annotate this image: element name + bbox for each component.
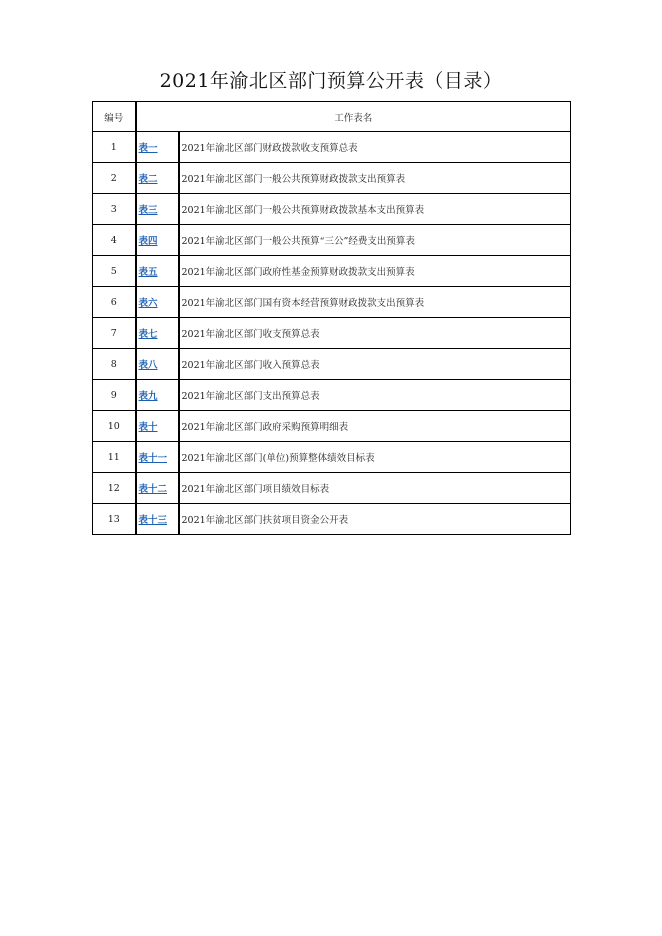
table-row [93,411,571,442]
column-header-sheet-name: 工作表名 [136,102,571,132]
sheet-name: 2021年渝北区部门扶贫项目资金公开表 [179,504,571,535]
table-header-row [93,102,571,132]
sheet-name: 2021年渝北区部门收入预算总表 [179,349,571,380]
sheet-link-cell [136,442,179,473]
table-row [93,256,571,287]
sheet-link[interactable]: 表十二 [138,484,168,495]
sheet-link-cell [136,349,179,380]
sheet-name: 2021年渝北区部门支出预算总表 [179,380,571,411]
sheet-link[interactable]: 表七 [138,329,158,340]
table-row [93,473,571,504]
sheet-link[interactable]: 表八 [138,360,158,371]
sheet-link-cell [136,318,179,349]
sheet-link-cell [136,380,179,411]
sheet-link-cell [136,504,179,535]
row-number: 12 [93,473,136,504]
row-number: 4 [93,225,136,256]
table-row [93,163,571,194]
sheet-link[interactable]: 表二 [138,174,158,185]
column-header-number: 编号 [93,102,136,132]
row-number: 13 [93,504,136,535]
table-row [93,504,571,535]
sheet-link[interactable]: 表一 [138,143,158,154]
sheet-link[interactable]: 表四 [138,236,158,247]
sheet-link[interactable]: 表十三 [138,515,168,526]
row-number: 8 [93,349,136,380]
sheet-link-cell [136,473,179,504]
page-title: 2021年渝北区部门预算公开表（目录） [159,70,503,92]
sheet-link-cell [136,194,179,225]
sheet-name: 2021年渝北区部门财政拨款收支预算总表 [179,132,571,163]
sheet-link[interactable]: 表五 [138,267,158,278]
row-number: 1 [93,132,136,163]
sheet-name: 2021年渝北区部门一般公共预算财政拨款基本支出预算表 [179,194,571,225]
sheet-name: 2021年渝北区部门收支预算总表 [179,318,571,349]
row-number: 5 [93,256,136,287]
row-number: 9 [93,380,136,411]
sheet-link-cell [136,411,179,442]
sheet-name: 2021年渝北区部门政府性基金预算财政拨款支出预算表 [179,256,571,287]
table-row [93,194,571,225]
sheet-link-cell [136,163,179,194]
sheet-name: 2021年渝北区部门项目绩效目标表 [179,473,571,504]
sheet-name: 2021年渝北区部门一般公共预算财政拨款支出预算表 [179,163,571,194]
sheet-link[interactable]: 表三 [138,205,158,216]
sheet-link[interactable]: 表九 [138,391,158,402]
sheet-name: 2021年渝北区部门国有资本经营预算财政拨款支出预算表 [179,287,571,318]
row-number: 2 [93,163,136,194]
row-number: 11 [93,442,136,473]
sheet-name: 2021年渝北区部门一般公共预算“三公”经费支出预算表 [179,225,571,256]
row-number: 7 [93,318,136,349]
table-row [93,318,571,349]
row-number: 3 [93,194,136,225]
sheet-index-table [92,101,571,535]
sheet-link[interactable]: 表十 [138,422,158,433]
sheet-link-cell [136,287,179,318]
sheet-name: 2021年渝北区部门政府采购预算明细表 [179,411,571,442]
table-row [93,380,571,411]
table-row [93,442,571,473]
sheet-link[interactable]: 表六 [138,298,158,309]
sheet-link-cell [136,132,179,163]
table-row [93,349,571,380]
sheet-link-cell [136,225,179,256]
sheet-name: 2021年渝北区部门(单位)预算整体绩效目标表 [179,442,571,473]
row-number: 10 [93,411,136,442]
table-row [93,225,571,256]
row-number: 6 [93,287,136,318]
table-row [93,287,571,318]
sheet-link-cell [136,256,179,287]
table-row [93,132,571,163]
sheet-link[interactable]: 表十一 [138,453,168,464]
